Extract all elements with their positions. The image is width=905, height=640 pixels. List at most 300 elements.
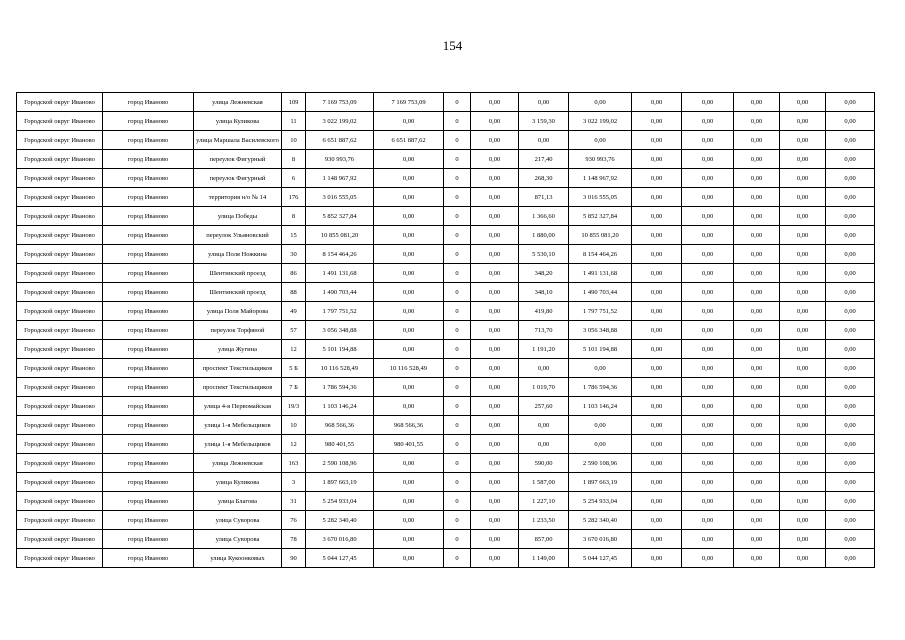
street-cell: Шентинский проезд	[194, 283, 282, 302]
count-col-3-cell: 0	[444, 264, 471, 283]
area-cell: 1 366,60	[519, 207, 569, 226]
cost-col-4-cell: 0,00	[471, 473, 519, 492]
cost-col-8-cell: 0,00	[682, 340, 734, 359]
cost-col-7-cell: 0,00	[632, 359, 682, 378]
settlement-cell: город Иваново	[103, 112, 194, 131]
table-row	[17, 549, 875, 568]
cost-col-9-cell: 0,00	[734, 321, 780, 340]
municipality-cell: Городской округ Иваново	[17, 511, 103, 530]
cost-col-8-cell: 0,00	[682, 416, 734, 435]
total-cost-cell: 2 590 108,96	[306, 454, 374, 473]
cost-col-11-cell: 0,00	[826, 188, 875, 207]
table-row	[17, 340, 875, 359]
count-col-3-cell: 0	[444, 511, 471, 530]
cost-col-2-cell: 0,00	[374, 169, 444, 188]
municipality-cell: Городской округ Иваново	[17, 359, 103, 378]
cost-col-9-cell: 0,00	[734, 530, 780, 549]
cost-col-7-cell: 0,00	[632, 397, 682, 416]
cost-col-4-cell: 0,00	[471, 93, 519, 112]
municipality-cell: Городской округ Иваново	[17, 397, 103, 416]
cost-col-4-cell: 0,00	[471, 492, 519, 511]
housing-repair-table	[16, 92, 875, 568]
cost-col-7-cell: 0,00	[632, 530, 682, 549]
total-cost-cell: 7 169 753,09	[306, 93, 374, 112]
area-cell: 1 227,10	[519, 492, 569, 511]
house-number-cell: 12	[282, 340, 306, 359]
cost-col-10-cell: 0,00	[780, 188, 826, 207]
street-cell: переулок Фигурный	[194, 169, 282, 188]
cost-col-9-cell: 0,00	[734, 473, 780, 492]
area-cell: 1 019,70	[519, 378, 569, 397]
cost-col-6-cell: 1 797 751,52	[569, 302, 632, 321]
table-row	[17, 188, 875, 207]
total-cost-cell: 980 401,55	[306, 435, 374, 454]
municipality-cell: Городской округ Иваново	[17, 264, 103, 283]
total-cost-cell: 1 797 751,52	[306, 302, 374, 321]
street-cell: улица Маршала Василевского	[194, 131, 282, 150]
cost-col-10-cell: 0,00	[780, 359, 826, 378]
cost-col-4-cell: 0,00	[471, 397, 519, 416]
cost-col-7-cell: 0,00	[632, 226, 682, 245]
house-number-cell: 5 Б	[282, 359, 306, 378]
municipality-cell: Городской округ Иваново	[17, 473, 103, 492]
cost-col-7-cell: 0,00	[632, 169, 682, 188]
cost-col-11-cell: 0,00	[826, 492, 875, 511]
cost-col-2-cell: 0,00	[374, 511, 444, 530]
cost-col-8-cell: 0,00	[682, 359, 734, 378]
house-number-cell: 163	[282, 454, 306, 473]
total-cost-cell: 3 022 199,02	[306, 112, 374, 131]
cost-col-11-cell: 0,00	[826, 321, 875, 340]
cost-col-11-cell: 0,00	[826, 226, 875, 245]
total-cost-cell: 5 282 340,40	[306, 511, 374, 530]
settlement-cell: город Иваново	[103, 264, 194, 283]
house-number-cell: 7 Б	[282, 378, 306, 397]
cost-col-10-cell: 0,00	[780, 283, 826, 302]
table-row	[17, 207, 875, 226]
cost-col-10-cell: 0,00	[780, 150, 826, 169]
table-body	[17, 93, 875, 568]
settlement-cell: город Иваново	[103, 473, 194, 492]
total-cost-cell: 968 566,36	[306, 416, 374, 435]
cost-col-2-cell: 0,00	[374, 264, 444, 283]
table-row	[17, 416, 875, 435]
street-cell: улица Благова	[194, 492, 282, 511]
area-cell: 1 191,20	[519, 340, 569, 359]
cost-col-10-cell: 0,00	[780, 397, 826, 416]
settlement-cell: город Иваново	[103, 549, 194, 568]
cost-col-7-cell: 0,00	[632, 492, 682, 511]
area-cell: 268,30	[519, 169, 569, 188]
count-col-3-cell: 0	[444, 492, 471, 511]
cost-col-11-cell: 0,00	[826, 530, 875, 549]
area-cell: 0,00	[519, 435, 569, 454]
cost-col-2-cell: 0,00	[374, 530, 444, 549]
cost-col-9-cell: 0,00	[734, 340, 780, 359]
cost-col-8-cell: 0,00	[682, 283, 734, 302]
cost-col-6-cell: 10 855 081,20	[569, 226, 632, 245]
cost-col-6-cell: 5 852 327,84	[569, 207, 632, 226]
house-number-cell: 49	[282, 302, 306, 321]
settlement-cell: город Иваново	[103, 378, 194, 397]
cost-col-9-cell: 0,00	[734, 207, 780, 226]
settlement-cell: город Иваново	[103, 93, 194, 112]
municipality-cell: Городской округ Иваново	[17, 207, 103, 226]
cost-col-7-cell: 0,00	[632, 302, 682, 321]
cost-col-7-cell: 0,00	[632, 188, 682, 207]
total-cost-cell: 3 670 016,80	[306, 530, 374, 549]
area-cell: 0,00	[519, 131, 569, 150]
cost-col-8-cell: 0,00	[682, 530, 734, 549]
cost-col-4-cell: 0,00	[471, 454, 519, 473]
street-cell: улица Кукоонковых	[194, 549, 282, 568]
house-number-cell: 8	[282, 207, 306, 226]
street-cell: улица Поля Майорова	[194, 302, 282, 321]
cost-col-2-cell: 0,00	[374, 150, 444, 169]
cost-col-6-cell: 0,00	[569, 93, 632, 112]
street-cell: улица Куликова	[194, 112, 282, 131]
area-cell: 348,10	[519, 283, 569, 302]
cost-col-4-cell: 0,00	[471, 112, 519, 131]
house-number-cell: 109	[282, 93, 306, 112]
cost-col-2-cell: 0,00	[374, 492, 444, 511]
cost-col-7-cell: 0,00	[632, 340, 682, 359]
municipality-cell: Городской округ Иваново	[17, 150, 103, 169]
cost-col-2-cell: 0,00	[374, 226, 444, 245]
total-cost-cell: 5 044 127,45	[306, 549, 374, 568]
cost-col-6-cell: 2 590 108,96	[569, 454, 632, 473]
cost-col-9-cell: 0,00	[734, 492, 780, 511]
house-number-cell: 30	[282, 245, 306, 264]
house-number-cell: 12	[282, 435, 306, 454]
house-number-cell: 10	[282, 131, 306, 150]
table-row	[17, 93, 875, 112]
cost-col-10-cell: 0,00	[780, 264, 826, 283]
area-cell: 0,00	[519, 416, 569, 435]
cost-col-4-cell: 0,00	[471, 245, 519, 264]
cost-col-4-cell: 0,00	[471, 131, 519, 150]
cost-col-11-cell: 0,00	[826, 169, 875, 188]
cost-col-2-cell: 0,00	[374, 378, 444, 397]
table-row	[17, 454, 875, 473]
cost-col-4-cell: 0,00	[471, 378, 519, 397]
area-cell: 1 587,00	[519, 473, 569, 492]
cost-col-9-cell: 0,00	[734, 435, 780, 454]
cost-col-8-cell: 0,00	[682, 188, 734, 207]
house-number-cell: 76	[282, 511, 306, 530]
count-col-3-cell: 0	[444, 378, 471, 397]
house-number-cell: 86	[282, 264, 306, 283]
cost-col-11-cell: 0,00	[826, 473, 875, 492]
count-col-3-cell: 0	[444, 169, 471, 188]
cost-col-8-cell: 0,00	[682, 378, 734, 397]
total-cost-cell: 5 852 327,84	[306, 207, 374, 226]
municipality-cell: Городской округ Иваново	[17, 283, 103, 302]
cost-col-9-cell: 0,00	[734, 150, 780, 169]
cost-col-7-cell: 0,00	[632, 473, 682, 492]
cost-col-8-cell: 0,00	[682, 93, 734, 112]
cost-col-4-cell: 0,00	[471, 416, 519, 435]
cost-col-6-cell: 0,00	[569, 359, 632, 378]
count-col-3-cell: 0	[444, 226, 471, 245]
street-cell: Шентинский проезд	[194, 264, 282, 283]
municipality-cell: Городской округ Иваново	[17, 112, 103, 131]
settlement-cell: город Иваново	[103, 150, 194, 169]
settlement-cell: город Иваново	[103, 226, 194, 245]
cost-col-2-cell: 0,00	[374, 454, 444, 473]
table-row	[17, 435, 875, 454]
cost-col-8-cell: 0,00	[682, 169, 734, 188]
municipality-cell: Городской округ Иваново	[17, 549, 103, 568]
house-number-cell: 78	[282, 530, 306, 549]
municipality-cell: Городской округ Иваново	[17, 188, 103, 207]
cost-col-10-cell: 0,00	[780, 492, 826, 511]
cost-col-10-cell: 0,00	[780, 378, 826, 397]
cost-col-11-cell: 0,00	[826, 245, 875, 264]
total-cost-cell: 3 016 555,05	[306, 188, 374, 207]
total-cost-cell: 1 491 131,68	[306, 264, 374, 283]
count-col-3-cell: 0	[444, 283, 471, 302]
count-col-3-cell: 0	[444, 150, 471, 169]
cost-col-2-cell: 0,00	[374, 283, 444, 302]
street-cell: переулок Ульяновский	[194, 226, 282, 245]
area-cell: 348,20	[519, 264, 569, 283]
settlement-cell: город Иваново	[103, 131, 194, 150]
street-cell: улица 1-я Мебельщиков	[194, 435, 282, 454]
municipality-cell: Городской округ Иваново	[17, 378, 103, 397]
street-cell: улица Победы	[194, 207, 282, 226]
cost-col-2-cell: 968 566,36	[374, 416, 444, 435]
cost-col-11-cell: 0,00	[826, 416, 875, 435]
cost-col-6-cell: 0,00	[569, 131, 632, 150]
house-number-cell: 11	[282, 112, 306, 131]
total-cost-cell: 5 254 933,04	[306, 492, 374, 511]
settlement-cell: город Иваново	[103, 397, 194, 416]
count-col-3-cell: 0	[444, 416, 471, 435]
cost-col-7-cell: 0,00	[632, 131, 682, 150]
table-row	[17, 359, 875, 378]
street-cell: улица Куликова	[194, 473, 282, 492]
cost-col-2-cell: 0,00	[374, 112, 444, 131]
area-cell: 0,00	[519, 359, 569, 378]
house-number-cell: 15	[282, 226, 306, 245]
cost-col-4-cell: 0,00	[471, 549, 519, 568]
municipality-cell: Городской округ Иваново	[17, 340, 103, 359]
cost-col-6-cell: 0,00	[569, 435, 632, 454]
cost-col-10-cell: 0,00	[780, 416, 826, 435]
table-row	[17, 492, 875, 511]
count-col-3-cell: 0	[444, 454, 471, 473]
cost-col-9-cell: 0,00	[734, 245, 780, 264]
cost-col-9-cell: 0,00	[734, 454, 780, 473]
settlement-cell: город Иваново	[103, 416, 194, 435]
house-number-cell: 90	[282, 549, 306, 568]
cost-col-2-cell: 0,00	[374, 302, 444, 321]
municipality-cell: Городской округ Иваново	[17, 302, 103, 321]
total-cost-cell: 1 786 594,36	[306, 378, 374, 397]
house-number-cell: 10	[282, 416, 306, 435]
total-cost-cell: 1 897 663,19	[306, 473, 374, 492]
table-row	[17, 530, 875, 549]
cost-col-10-cell: 0,00	[780, 530, 826, 549]
cost-col-11-cell: 0,00	[826, 549, 875, 568]
cost-col-2-cell: 0,00	[374, 188, 444, 207]
count-col-3-cell: 0	[444, 549, 471, 568]
count-col-3-cell: 0	[444, 530, 471, 549]
settlement-cell: город Иваново	[103, 169, 194, 188]
cost-col-11-cell: 0,00	[826, 93, 875, 112]
cost-col-2-cell: 0,00	[374, 207, 444, 226]
cost-col-4-cell: 0,00	[471, 359, 519, 378]
cost-col-9-cell: 0,00	[734, 302, 780, 321]
house-number-cell: 19/3	[282, 397, 306, 416]
cost-col-7-cell: 0,00	[632, 264, 682, 283]
cost-col-7-cell: 0,00	[632, 435, 682, 454]
cost-col-9-cell: 0,00	[734, 169, 780, 188]
table-row	[17, 473, 875, 492]
total-cost-cell: 1 148 967,92	[306, 169, 374, 188]
settlement-cell: город Иваново	[103, 302, 194, 321]
street-cell: улица Лежневская	[194, 454, 282, 473]
cost-col-9-cell: 0,00	[734, 549, 780, 568]
cost-col-8-cell: 0,00	[682, 435, 734, 454]
count-col-3-cell: 0	[444, 473, 471, 492]
table-row	[17, 302, 875, 321]
cost-col-8-cell: 0,00	[682, 264, 734, 283]
settlement-cell: город Иваново	[103, 245, 194, 264]
cost-col-9-cell: 0,00	[734, 397, 780, 416]
cost-col-11-cell: 0,00	[826, 112, 875, 131]
area-cell: 590,00	[519, 454, 569, 473]
cost-col-6-cell: 1 786 594,36	[569, 378, 632, 397]
cost-col-4-cell: 0,00	[471, 321, 519, 340]
cost-col-2-cell: 0,00	[374, 397, 444, 416]
count-col-3-cell: 0	[444, 188, 471, 207]
cost-col-2-cell: 0,00	[374, 549, 444, 568]
cost-col-4-cell: 0,00	[471, 435, 519, 454]
cost-col-7-cell: 0,00	[632, 93, 682, 112]
house-number-cell: 6	[282, 169, 306, 188]
cost-col-7-cell: 0,00	[632, 511, 682, 530]
area-cell: 3 159,30	[519, 112, 569, 131]
street-cell: проспект Текстильщиков	[194, 378, 282, 397]
cost-col-9-cell: 0,00	[734, 93, 780, 112]
cost-col-4-cell: 0,00	[471, 530, 519, 549]
count-col-3-cell: 0	[444, 112, 471, 131]
settlement-cell: город Иваново	[103, 321, 194, 340]
cost-col-10-cell: 0,00	[780, 207, 826, 226]
street-cell: территория н/о № 14	[194, 188, 282, 207]
cost-col-8-cell: 0,00	[682, 492, 734, 511]
table-row	[17, 511, 875, 530]
cost-col-6-cell: 3 056 348,88	[569, 321, 632, 340]
table-row	[17, 169, 875, 188]
total-cost-cell: 930 993,76	[306, 150, 374, 169]
cost-col-10-cell: 0,00	[780, 131, 826, 150]
cost-col-11-cell: 0,00	[826, 359, 875, 378]
page-number: 154	[442, 38, 463, 53]
cost-col-10-cell: 0,00	[780, 302, 826, 321]
cost-col-9-cell: 0,00	[734, 226, 780, 245]
cost-col-7-cell: 0,00	[632, 549, 682, 568]
settlement-cell: город Иваново	[103, 188, 194, 207]
municipality-cell: Городской округ Иваново	[17, 492, 103, 511]
cost-col-2-cell: 0,00	[374, 473, 444, 492]
cost-col-9-cell: 0,00	[734, 188, 780, 207]
cost-col-11-cell: 0,00	[826, 207, 875, 226]
count-col-3-cell: 0	[444, 93, 471, 112]
cost-col-4-cell: 0,00	[471, 169, 519, 188]
total-cost-cell: 1 103 146,24	[306, 397, 374, 416]
municipality-cell: Городской округ Иваново	[17, 416, 103, 435]
cost-col-9-cell: 0,00	[734, 359, 780, 378]
cost-col-10-cell: 0,00	[780, 226, 826, 245]
cost-col-8-cell: 0,00	[682, 112, 734, 131]
table-row	[17, 321, 875, 340]
table-row	[17, 378, 875, 397]
cost-col-7-cell: 0,00	[632, 245, 682, 264]
cost-col-10-cell: 0,00	[780, 473, 826, 492]
cost-col-7-cell: 0,00	[632, 416, 682, 435]
cost-col-6-cell: 1 490 703,44	[569, 283, 632, 302]
cost-col-9-cell: 0,00	[734, 416, 780, 435]
cost-col-11-cell: 0,00	[826, 283, 875, 302]
cost-col-11-cell: 0,00	[826, 150, 875, 169]
settlement-cell: город Иваново	[103, 530, 194, 549]
cost-col-10-cell: 0,00	[780, 245, 826, 264]
count-col-3-cell: 0	[444, 359, 471, 378]
cost-col-6-cell: 8 154 464,26	[569, 245, 632, 264]
house-number-cell: 31	[282, 492, 306, 511]
cost-col-10-cell: 0,00	[780, 169, 826, 188]
area-cell: 1 149,00	[519, 549, 569, 568]
street-cell: проспект Текстильщиков	[194, 359, 282, 378]
cost-col-11-cell: 0,00	[826, 435, 875, 454]
cost-col-11-cell: 0,00	[826, 131, 875, 150]
street-cell: переулок Фигурный	[194, 150, 282, 169]
cost-col-7-cell: 0,00	[632, 378, 682, 397]
cost-col-6-cell: 5 282 340,40	[569, 511, 632, 530]
cost-col-7-cell: 0,00	[632, 207, 682, 226]
cost-col-11-cell: 0,00	[826, 340, 875, 359]
cost-col-11-cell: 0,00	[826, 302, 875, 321]
cost-col-9-cell: 0,00	[734, 264, 780, 283]
municipality-cell: Городской округ Иваново	[17, 169, 103, 188]
cost-col-10-cell: 0,00	[780, 112, 826, 131]
municipality-cell: Городской округ Иваново	[17, 321, 103, 340]
cost-col-7-cell: 0,00	[632, 283, 682, 302]
cost-col-2-cell: 7 169 753,09	[374, 93, 444, 112]
cost-col-4-cell: 0,00	[471, 207, 519, 226]
cost-col-10-cell: 0,00	[780, 549, 826, 568]
house-number-cell: 88	[282, 283, 306, 302]
street-cell: улица Суворова	[194, 511, 282, 530]
cost-col-6-cell: 0,00	[569, 416, 632, 435]
count-col-3-cell: 0	[444, 397, 471, 416]
cost-col-10-cell: 0,00	[780, 93, 826, 112]
total-cost-cell: 5 101 194,88	[306, 340, 374, 359]
cost-col-11-cell: 0,00	[826, 397, 875, 416]
cost-col-4-cell: 0,00	[471, 511, 519, 530]
cost-col-11-cell: 0,00	[826, 454, 875, 473]
cost-col-8-cell: 0,00	[682, 511, 734, 530]
cost-col-4-cell: 0,00	[471, 150, 519, 169]
area-cell: 1 233,50	[519, 511, 569, 530]
cost-col-6-cell: 3 670 016,80	[569, 530, 632, 549]
cost-col-8-cell: 0,00	[682, 302, 734, 321]
cost-col-4-cell: 0,00	[471, 302, 519, 321]
cost-col-9-cell: 0,00	[734, 378, 780, 397]
